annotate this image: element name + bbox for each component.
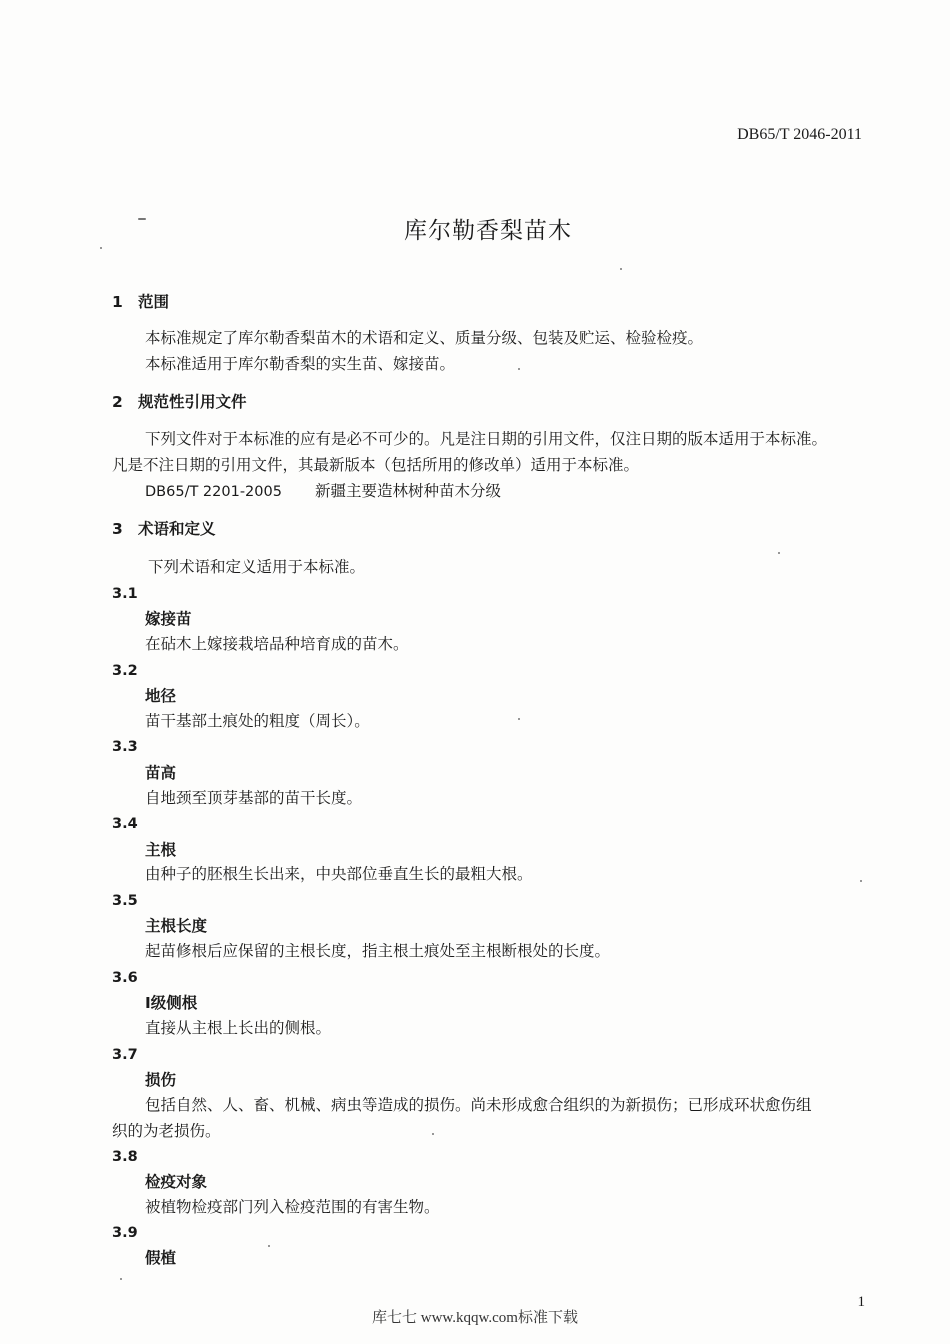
reference-entry: [145, 481, 501, 502]
term-definition: 包括自然、人、畜、机械、病虫等造成的损伤。尚未形成愈合组织的为新损伤；已形成环状愈伤组: [145, 1096, 812, 1114]
scan-speck: [120, 1278, 122, 1280]
section-title: 规范性引用文件: [138, 393, 247, 411]
reference-code: DB65/T 2201-2005: [145, 484, 282, 500]
page-number: 1: [857, 1294, 865, 1310]
paragraph-continuation: 凡是不注日期的引用文件，其最新版本（包括所用的修改单）适用于本标准。: [112, 456, 640, 474]
term-name: Ⅰ级侧根: [145, 994, 198, 1012]
section-number: 2: [112, 393, 123, 411]
term-number: 3.7: [112, 1047, 138, 1063]
term-definition: 苗干基部土痕处的粗度（周长）。: [145, 712, 370, 730]
term-definition: 被植物检疫部门列入检疫范围的有害生物。: [145, 1198, 440, 1216]
term-definition: 在砧木上嫁接栽培品种培育成的苗木。: [145, 635, 409, 653]
section-heading-terms: [112, 519, 216, 539]
paragraph: 本标准规定了库尔勒香梨苗木的术语和定义、质量分级、包装及贮运、检验检疫。: [145, 329, 704, 347]
scan-speck: [138, 218, 146, 220]
scan-speck: [432, 1133, 434, 1135]
term-number: 3.4: [112, 816, 138, 832]
term-name: 主根: [145, 841, 177, 859]
section-title: 范围: [138, 293, 170, 311]
term-number: 3.5: [112, 893, 138, 909]
term-definition: 起苗修根后应保留的主根长度，指主根土痕处至主根断根处的长度。: [145, 942, 611, 960]
scan-speck: [518, 368, 520, 370]
term-name: 苗高: [145, 764, 177, 782]
scan-speck: [778, 552, 780, 554]
term-number: 3.9: [112, 1225, 138, 1241]
term-name: 假植: [145, 1249, 177, 1267]
term-name: 嫁接苗: [145, 610, 192, 628]
term-definition: 直接从主根上长出的侧根。: [145, 1019, 332, 1037]
standard-code: DB65/T 2046-2011: [737, 126, 862, 143]
term-number: 3.1: [112, 586, 138, 602]
section-title: 术语和定义: [138, 520, 216, 538]
term-name: 检疫对象: [145, 1173, 208, 1191]
term-name: 损伤: [145, 1071, 177, 1089]
term-number: 3.8: [112, 1149, 138, 1165]
scan-speck: [100, 247, 102, 249]
scan-speck: [860, 880, 862, 882]
term-definition: 由种子的胚根生长出来，中央部位垂直生长的最粗大根。: [145, 865, 533, 883]
scan-speck: [518, 718, 520, 720]
term-definition: 自地颈至顶芽基部的苗干长度。: [145, 789, 363, 807]
term-number: 3.2: [112, 663, 138, 679]
term-name: 地径: [145, 687, 177, 705]
section-heading-scope: [112, 292, 169, 312]
term-number: 3.6: [112, 970, 138, 986]
scan-speck: [268, 1245, 270, 1247]
term-number: 3.3: [112, 739, 138, 755]
document-title: 库尔勒香梨苗木: [404, 218, 572, 244]
section-number: 3: [112, 520, 123, 538]
section-heading-normative-references: [112, 392, 247, 412]
section-number: 1: [112, 293, 123, 311]
term-definition-continuation: 织的为老损伤。: [112, 1122, 221, 1140]
footer-watermark: 库七七 www.kqqw.com标准下载: [372, 1310, 578, 1326]
term-name: 主根长度: [145, 917, 208, 935]
reference-title: 新疆主要造林树种苗木分级: [315, 482, 502, 500]
scan-speck: [620, 268, 622, 270]
paragraph: 本标准适用于库尔勒香梨的实生苗、嫁接苗。: [145, 355, 456, 373]
paragraph: 下列术语和定义适用于本标准。: [148, 558, 366, 576]
paragraph: 下列文件对于本标准的应有是必不可少的。凡是注日期的引用文件，仅注日期的版本适用于本标准。: [145, 430, 828, 448]
